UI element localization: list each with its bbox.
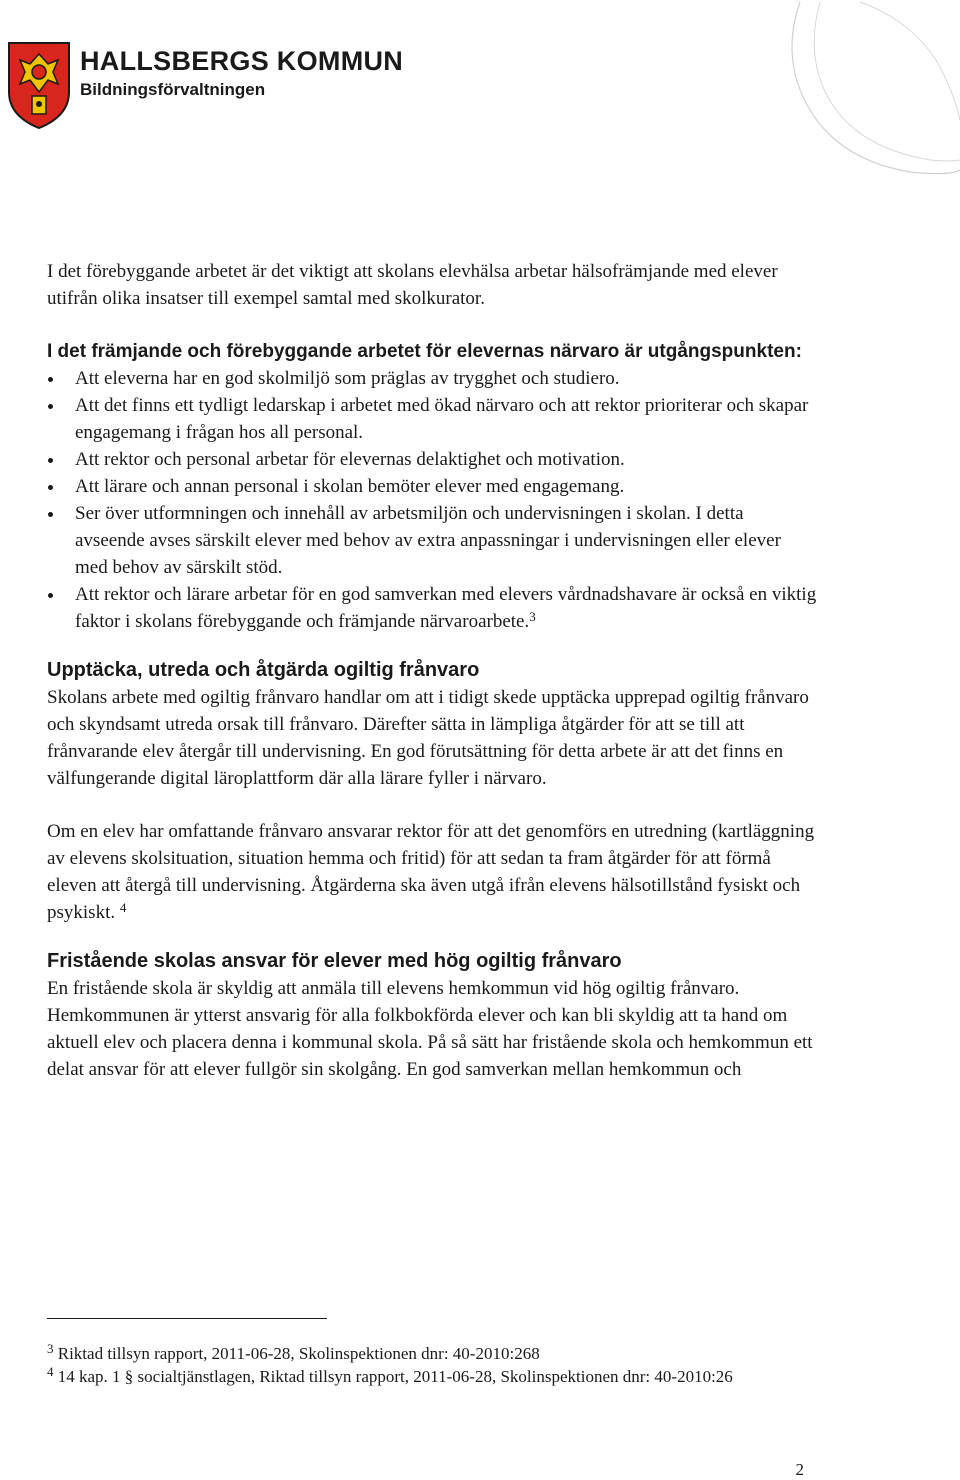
org-name: HALLSBERGS KOMMUN xyxy=(80,46,404,76)
footnote-number: 4 xyxy=(47,1364,54,1379)
page-number: 2 xyxy=(795,1460,804,1479)
decorative-corner-swirl xyxy=(740,0,960,180)
list-item: Att det finns ett tydligt ledarskap i arbetet med ökad närvaro och att rektor prioriterar och skapar engagemang i frågan hos all personal. xyxy=(47,392,817,446)
footnote-divider xyxy=(47,1318,327,1319)
bullet-icon xyxy=(48,377,53,382)
page-body xyxy=(47,258,817,1083)
logo-wordmark xyxy=(80,46,403,100)
section-heading-absence: Upptäcka, utreda och åtgärda ogiltig frånvaro xyxy=(47,659,480,681)
org-department: Bildningsförvaltningen xyxy=(80,80,266,99)
presence-heading: I det främjande och förebyggande arbetet för elevernas närvaro är utgångspunkten: xyxy=(47,341,802,362)
footnote: $^3$ Riktad tillsyn rapport, 2011-06-28, Skolinspektionen dnr: 40-2010:268 xyxy=(47,1341,540,1363)
bullet-icon xyxy=(48,458,53,463)
section-paragraph: Om en elev har omfattande frånvaro ansvarar rektor för att det genomförs en utredning (kartläggning av elevens skolsituation, situation hemma och fritid) för att sedan ta fram åtgärder för att förmå eleven att återgå till undervisning. Åtgärderna ska även utgå ifrån elevens hälsotillstånd fysiskt och psykiskt. $^4$ xyxy=(47,821,815,923)
coat-of-arms-icon xyxy=(6,40,72,130)
footnote-number: 3 xyxy=(47,1341,54,1356)
footnote-ref[interactable]: 4 xyxy=(119,900,127,915)
footnote-ref[interactable]: 3 xyxy=(529,609,536,624)
presence-list xyxy=(47,365,817,635)
section-paragraph: En fristående skola är skyldig att anmäla till elevens hemkommun vid hög ogiltig frånvaro. Hemkommunen är ytterst ansvarig för alla folkbokförda elever och kan bli skyldig att ta hand om aktuell elev och placera denna i kommunal skola. På så sätt har fristående skola och hemkommun ett delat ansvar för att elever fullgör sin skolgång. En god samverkan mellan hemkommun och xyxy=(47,978,813,1080)
bullet-icon xyxy=(48,485,53,490)
page-header xyxy=(0,0,960,200)
list-item: Att rektor och lärare arbetar för en god samverkan med elevers vårdnadshavare är också en viktig faktor i skolans förebyggande och främjande närvaroarbete.$^3$ xyxy=(47,581,817,635)
list-item: Ser över utformningen och innehåll av arbetsmiljön och undervisningen i skolan. I detta avseende avses särskilt elever med behov av extra anpassningar i undervisningen eller elever med behov av särskilt stöd. xyxy=(47,500,817,581)
section-heading-independent-school: Fristående skolas ansvar för elever med hög ogiltig frånvaro xyxy=(47,950,622,972)
footnote: $^4$ 14 kap. 1 § socialtjänstlagen, Riktad tillsyn rapport, 2011-06-28, Skolinspektionen dnr: 40-2010:26 xyxy=(47,1364,733,1386)
footnotes xyxy=(47,1318,807,1388)
list-item: Att lärare och annan personal i skolan bemöter elever med engagemang. xyxy=(47,473,817,500)
list-item: Att rektor och personal arbetar för elevernas delaktighet och motivation. xyxy=(47,446,817,473)
section-paragraph: Skolans arbete med ogiltig frånvaro handlar om att i tidigt skede upptäcka upprepad ogiltig frånvaro och skyndsamt utreda orsak till frånvaro. Därefter sätta in lämpliga åtgärder för att se till att frånvarande elev återgår till undervisning. En god förutsättning för detta arbete är att det finns en välfungerande digital läroplattform där alla lärare fyller i närvaro. xyxy=(47,687,809,789)
bullet-icon xyxy=(48,404,53,409)
bullet-icon xyxy=(48,512,53,517)
bullet-icon xyxy=(48,593,53,598)
intro-paragraph: I det förebyggande arbetet är det viktigt att skolans elevhälsa arbetar hälsofrämjande med elever utifrån olika insatser till exempel samtal med skolkurator. xyxy=(47,261,778,309)
list-item: Att eleverna har en god skolmiljö som präglas av trygghet och studiero. xyxy=(47,365,817,392)
